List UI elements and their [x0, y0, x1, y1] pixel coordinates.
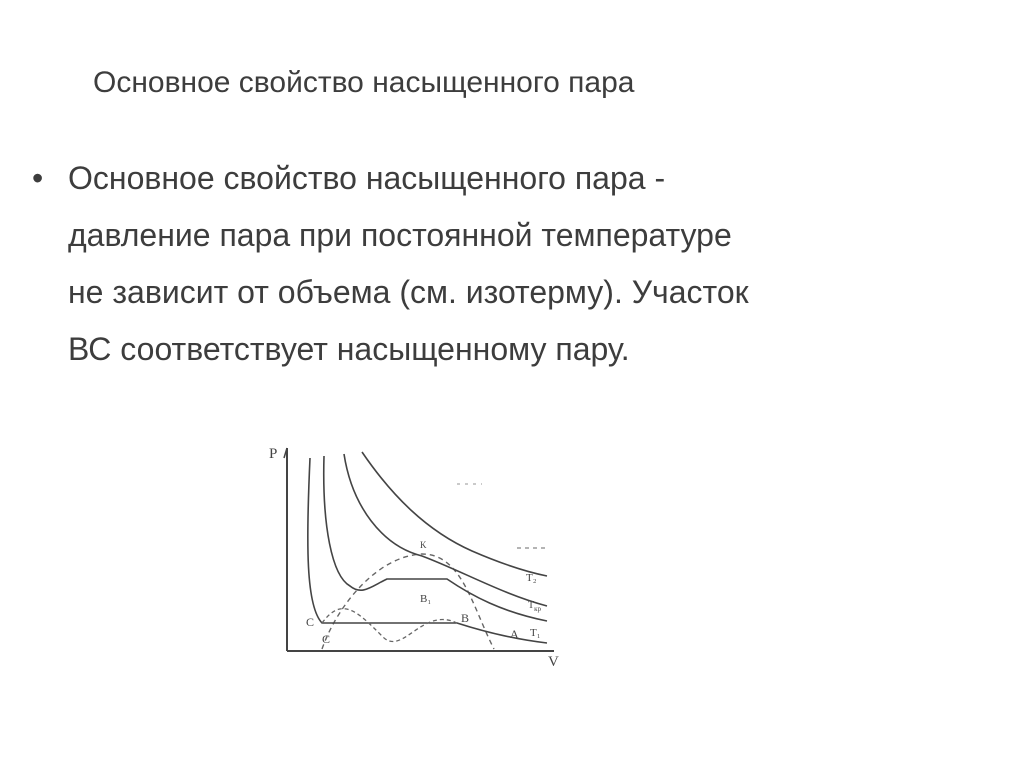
point-label-c1: C	[322, 632, 331, 646]
bullet-line-4: ВС соответствует насыщенному пару.	[68, 331, 630, 367]
point-label-a: A	[510, 627, 519, 641]
curve-label-t1: T₁	[530, 627, 541, 639]
point-label-k: K	[420, 540, 427, 550]
curve-label-t2: T₂	[526, 572, 537, 584]
bullet-line-3: не зависит от объема (см. изотерму). Участок	[68, 274, 749, 310]
point-label-b: B	[461, 611, 470, 625]
pv-diagram-svg	[262, 436, 572, 676]
y-axis-label: P	[269, 446, 278, 462]
bullet-item	[30, 150, 990, 378]
vdw-wave-t1	[322, 609, 457, 642]
bullet-line-2: давление пара при постоянной температуре	[68, 217, 732, 253]
pv-isotherm-diagram	[262, 436, 572, 676]
isotherm-t1	[308, 458, 547, 643]
x-axis-label: V	[548, 654, 559, 670]
isotherm-critical	[344, 454, 547, 606]
point-label-c: C	[306, 615, 315, 629]
bullet-list	[30, 150, 990, 378]
bullet-marker: •	[32, 160, 44, 196]
point-label-b1: B₁	[420, 593, 432, 605]
curve-label-tkr: $T_{кр}$	[528, 600, 542, 613]
isotherm-mid	[324, 456, 547, 621]
bullet-line-1: Основное свойство насыщенного пара -	[68, 160, 666, 196]
slide-title: Основное свойство насыщенного пара	[93, 66, 635, 99]
isotherm-t2	[362, 452, 547, 576]
saturation-dome	[322, 554, 494, 649]
